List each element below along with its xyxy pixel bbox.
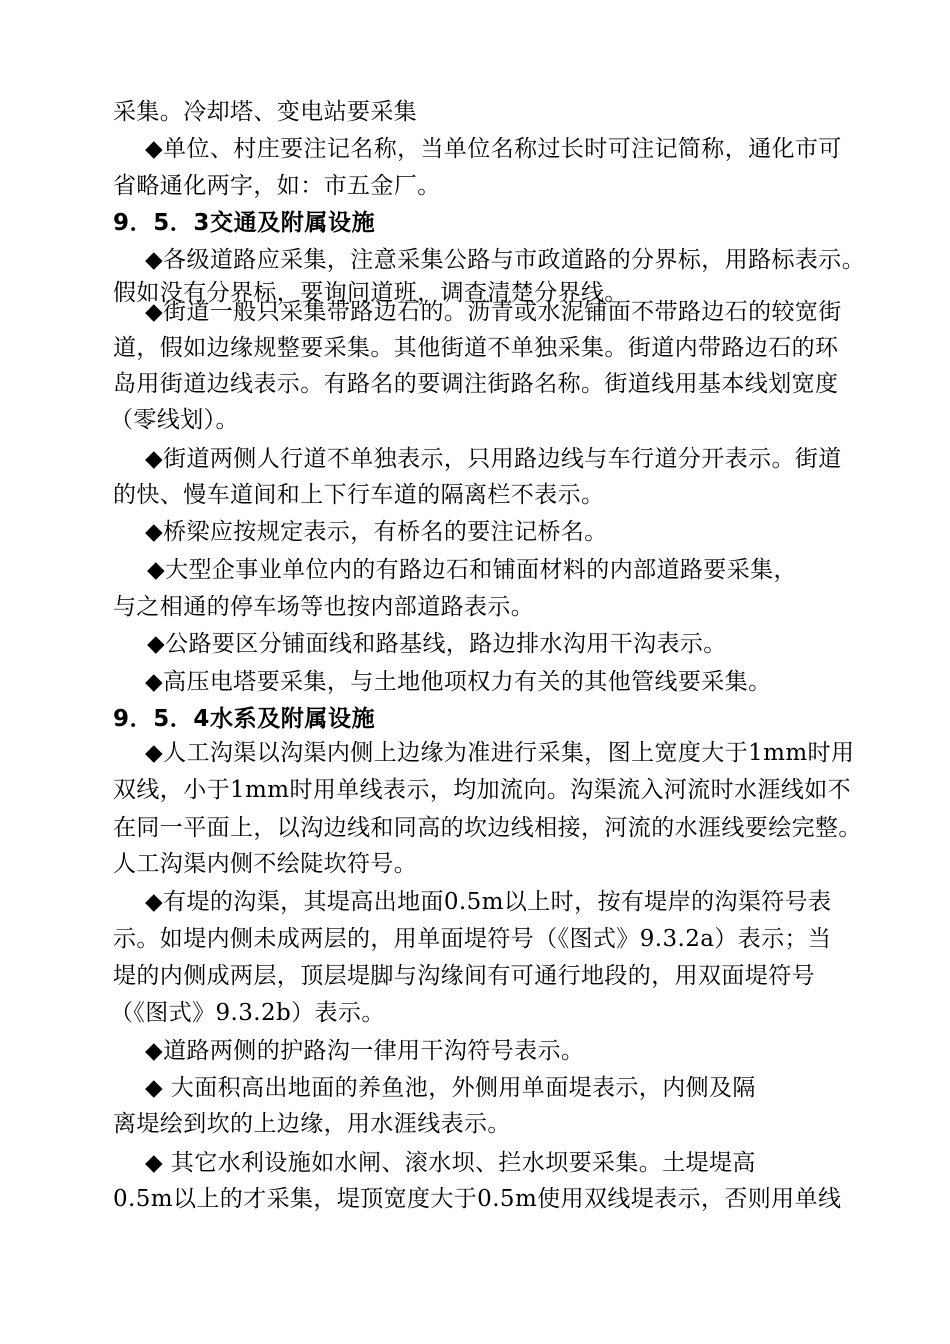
text-line: ◆公路要区分铺面线和路基线，路边排水沟用干沟表示。 bbox=[147, 631, 727, 657]
text-line: 离堤绘到坎的上边缘，用水涯线表示。 bbox=[113, 1111, 511, 1137]
text-line: （《图式》9.3.2b）表示。 bbox=[110, 1000, 385, 1026]
text-line: ◆高压电塔要采集，与土地他项权力有关的其他管线要采集。 bbox=[145, 669, 772, 695]
text-line: 0.5m以上的才采集，堤顶宽度大于0.5m使用双线堤表示，否则用单线 bbox=[113, 1186, 842, 1212]
text-line: 采集。冷却塔、变电站要采集 bbox=[113, 99, 418, 125]
text-line: 在同一平面上，以沟边线和同高的坎边线相接，河流的水涯线要绘完整。 bbox=[113, 815, 862, 841]
text-line: ◆有堤的沟渠，其堤高出地面0.5m以上时，按有堤岸的沟渠符号表 bbox=[145, 889, 832, 915]
text-line: ◆各级道路应采集，注意采集公路与市政道路的分界标，用路标表示。 bbox=[145, 247, 866, 273]
section-heading: 9．5．4水系及附属设施 bbox=[113, 706, 376, 732]
text-line: 岛用街道边线表示。有路名的要调注街路名称。街道线用基本线划宽度 bbox=[113, 371, 839, 397]
text-line: 省略通化两字，如：市五金厂。 bbox=[113, 173, 441, 199]
text-line: ◆街道一般只采集带路边石的。沥青或水泥铺面不带路边石的较宽街 bbox=[145, 299, 842, 325]
text-line: ◆ 大面积高出地面的养鱼池，外侧用单面堤表示，内侧及隔 bbox=[145, 1075, 756, 1101]
text-line: 双线，小于1mm时用单线表示，均加流向。沟渠流入河流时水涯线如不 bbox=[113, 777, 852, 803]
text-line: ◆ 其它水利设施如水闸、滚水坝、拦水坝要采集。土堤堤高 bbox=[145, 1150, 756, 1176]
text-line: 的快、慢车道间和上下行车道的隔离栏不表示。 bbox=[113, 482, 605, 508]
text-line: 示。如堤内侧未成两层的，用单面堤符号（《图式》9.3.2a）表示；当 bbox=[113, 926, 832, 952]
text-line: ◆单位、村庄要注记名称，当单位名称过长时可注记简称，通化市可 bbox=[145, 136, 842, 162]
text-line: 假如没有分界标，要询问道班，调查清楚分界线。 bbox=[113, 280, 628, 306]
text-line: 堤的内侧成两层，顶层堤脚与沟缘间有可通行地段的，用双面堤符号 bbox=[113, 963, 815, 989]
text-line: 道，假如边缘规整要采集。其他街道不单独采集。街道内带路边石的环 bbox=[113, 335, 839, 361]
text-line: ◆大型企事业单位内的有路边石和铺面材料的内部道路要采集， bbox=[147, 557, 797, 583]
text-line: 人工沟渠内侧不绘陡坎符号。 bbox=[113, 851, 418, 877]
text-line: ◆桥梁应按规定表示，有桥名的要注记桥名。 bbox=[145, 519, 608, 545]
text-line: ◆人工沟渠以沟渠内侧上边缘为准进行采集，图上宽度大于1mm时用 bbox=[145, 740, 855, 766]
text-line: ◆道路两侧的护路沟一律用干沟符号表示。 bbox=[145, 1038, 585, 1064]
section-heading: 9．5．3交通及附属设施 bbox=[113, 210, 376, 236]
text-line: 与之相通的停车场等也按内部道路表示。 bbox=[113, 594, 535, 620]
text-line: ◆街道两侧人行道不单独表示，只用路边线与车行道分开表示。街道 bbox=[145, 446, 842, 472]
text-line: （零线划）。 bbox=[110, 407, 239, 433]
